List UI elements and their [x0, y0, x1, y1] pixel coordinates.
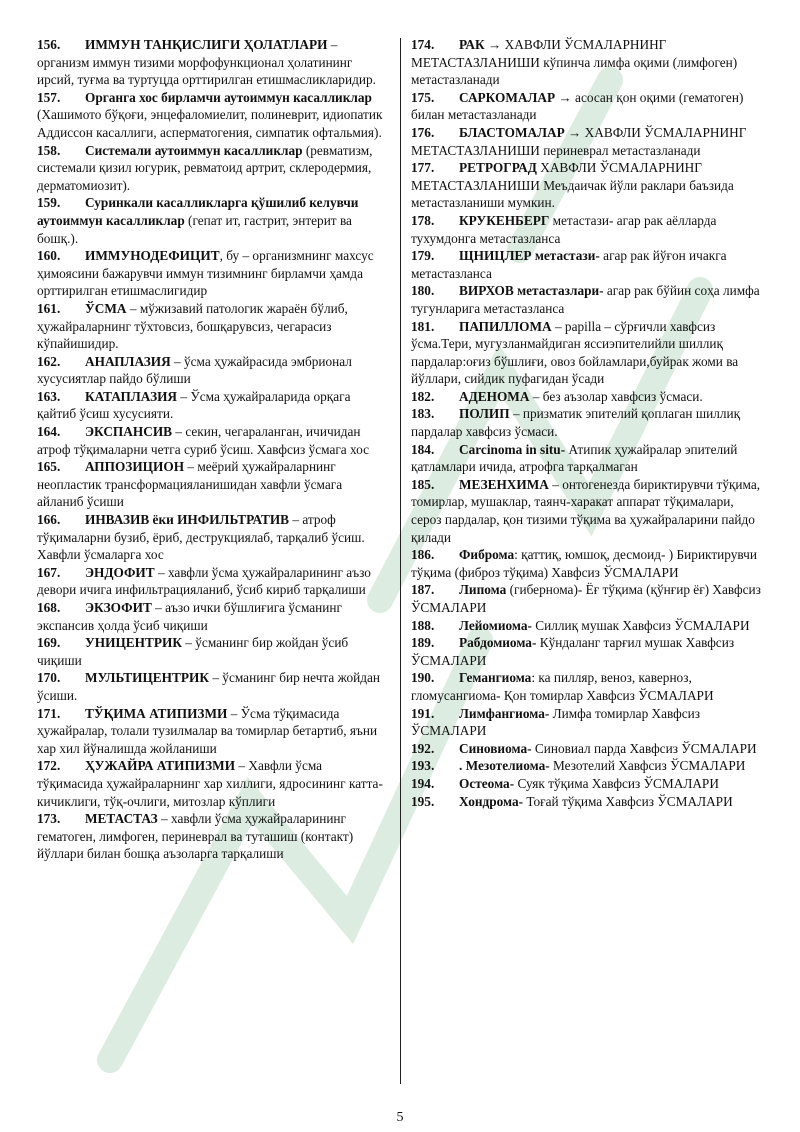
glossary-entry — [411, 388, 763, 406]
right-column — [411, 36, 763, 810]
glossary-entry — [411, 669, 763, 704]
glossary-entry — [37, 511, 389, 564]
entry-definition: – хавфли ўсма ҳужайраларининг гематоген, лимфоген, периневрал ва туташиш (контакт) йўллари билан бошқа аъзоларга тарқалиши — [37, 811, 354, 862]
glossary-entry — [411, 757, 763, 775]
glossary-entry — [411, 617, 763, 635]
entry-term: Липома — [459, 582, 507, 598]
glossary-entry — [37, 247, 389, 300]
glossary-entry — [37, 810, 389, 863]
glossary-entry — [411, 775, 763, 793]
entry-number: 192. — [411, 740, 435, 756]
entry-number: 188. — [411, 617, 435, 633]
column-divider — [400, 38, 401, 1084]
entry-number: 175. — [411, 89, 435, 105]
entry-term: МЕТАСТАЗ — [85, 811, 158, 827]
entry-term: ТЎҚИМА АТИПИЗМИ — [85, 705, 228, 721]
entry-definition: (Хашимото бўқоғи, энцефаломиелит, полиневрит, идиопатик Аддиссон касаллиги, асперматогения, симпатик офтальмия). — [37, 107, 383, 140]
glossary-entry — [37, 669, 389, 704]
entry-term: Хондрома- — [459, 793, 524, 809]
entry-term: Системали аутоиммун касалликлар — [85, 142, 303, 158]
entry-definition: Суяк тўқима Хавфсиз ЎСМАЛАРИ — [514, 775, 719, 791]
entry-definition: Тоғай тўқима Хавфсиз ЎСМАЛАРИ — [523, 793, 733, 809]
entry-number: 193. — [411, 758, 435, 774]
entry-number: 172. — [37, 758, 61, 774]
entry-definition: – призматик эпителий қоплаган шиллиқ пардалар хавфсиз ўсмаси. — [411, 406, 741, 440]
entry-definition: → ХАВФЛИ ЎСМАЛАРНИНГ МЕТАСТАЗЛАНИШИ кўпинча лимфа оқими (лимфоген) метастазланади — [411, 37, 738, 88]
entry-definition: – аъзо ички бўшлиғига ўсманинг экспансив ҳолда ўсиб чиқиши — [37, 600, 342, 633]
entry-number: 174. — [411, 37, 435, 52]
entry-definition: , бу – организмнинг махсус ҳимоясини бажарувчи иммун тизимнинг бирламчи ҳамда орттирилган етишмаслигидир — [37, 248, 374, 299]
entry-definition: – меёрий ҳужайраларнинг неопластик трансформацияланишидан хавфли ўсмага айланиб ўсиши — [37, 459, 343, 510]
glossary-entry — [411, 634, 763, 669]
entry-term: ИММУН ТАНҚИСЛИГИ ҲОЛАТЛАРИ — [85, 37, 328, 52]
entry-number: 165. — [37, 459, 61, 475]
entry-definition: Синовиал парда Хавфсиз ЎСМАЛАРИ — [531, 740, 757, 756]
entry-number: 190. — [411, 670, 435, 686]
glossary-entry — [411, 247, 763, 282]
entry-definition: Атипик ҳужайралар эпителий қатламлари ичида, атрофга тарқалмаган — [411, 441, 738, 475]
entry-term: МЕЗЕНХИМА — [459, 476, 549, 492]
entry-number: 159. — [37, 195, 61, 211]
entry-term: РЕТРОГРАД — [459, 160, 537, 176]
glossary-entry — [411, 581, 763, 616]
entry-definition: → асосан қон оқими (гематоген) билан метастазланади — [411, 89, 744, 123]
glossary-entry — [37, 353, 389, 388]
glossary-entry — [411, 89, 763, 124]
entry-number: 179. — [411, 248, 435, 264]
entry-term: Остеома- — [459, 775, 515, 791]
entry-number: 182. — [411, 388, 435, 404]
entry-number: 166. — [37, 512, 61, 528]
entry-term: БЛАСТОМАЛАР — [459, 124, 565, 140]
entry-number: 187. — [411, 582, 435, 598]
entry-definition: метастази- агар рак аёлларда тухумдонга метастазланса — [411, 212, 717, 246]
entry-term: ЎСМА — [85, 300, 127, 316]
entry-term: . Мезотелиома- — [459, 758, 550, 774]
entry-number: 194. — [411, 775, 435, 791]
glossary-entry — [37, 757, 389, 810]
entry-definition: (гибернома)- Ёғ тўқима (қўнғир ёғ) Хавфсиз ЎСМАЛАРИ — [411, 582, 761, 615]
entry-definition: – онтогенезда бириктирувчи тўқима, томирлар, мушаклар, таянч-харакат аппарат тўқималари, сероз пардалар, қон тизими тўқима ва ҳужайраларини пайдо қилади — [411, 476, 761, 545]
entry-number: 162. — [37, 353, 61, 369]
entry-definition: ХАВФЛИ ЎСМАЛАРНИНГ МЕТАСТАЗЛАНИШИ Меъдаичак йўли раклари баъзида метастазланиши мумкин. — [411, 160, 734, 211]
entry-term: МУЛЬТИЦЕНТРИК — [85, 670, 209, 686]
entry-term: САРКОМАЛАР — [459, 89, 556, 105]
entry-term: АНАПЛАЗИЯ — [85, 353, 171, 369]
entry-number: 184. — [411, 441, 435, 457]
entry-number: 176. — [411, 124, 435, 140]
glossary-entry — [411, 441, 763, 476]
glossary-entry — [37, 564, 389, 599]
entry-definition: – без аъзолар хавфсиз ўсмаси. — [529, 388, 703, 404]
glossary-entry — [37, 36, 389, 89]
entry-definition: – атроф тўқималарни бузиб, ёриб, деструкциялаб, тарқалиб ўсиш. Хавфли ўсмаларга хос — [37, 512, 365, 563]
entry-definition: Лимфа томирлар Хавфсиз ЎСМАЛАРИ — [411, 705, 701, 739]
entry-number: 167. — [37, 564, 61, 580]
glossary-entry — [411, 212, 763, 247]
glossary-entry — [411, 124, 763, 159]
entry-definition: : ка пилляр, веноз, каверноз, гломусангиома- Қон томирлар Хавфсиз ЎСМАЛАРИ — [411, 670, 714, 703]
entry-definition: – papilla – сўрғичли хавфсиз ўсма.Тери, мугузланмайдиган яссиэпителийли шиллиқ пардалар:оғиз бўшлиғи, овоз бойламлари,буйрак жоми ва йўллари, сийдик пуфагидан ўсади — [411, 318, 739, 387]
entry-number: 177. — [411, 160, 435, 176]
entry-term: ЭНДОФИТ — [85, 564, 155, 580]
entry-term: Лейомиома- — [459, 617, 532, 633]
entry-number: 183. — [411, 406, 435, 422]
glossary-entry — [37, 300, 389, 353]
entry-term: Гемангиома — [459, 670, 532, 686]
entry-definition: Силлиқ мушак Хавфсиз ЎСМАЛАРИ — [531, 617, 750, 633]
entry-term: ЭКСПАНСИВ — [85, 424, 173, 440]
entry-definition: – Ўсма ҳужайраларида орқага қайтиб ўсиш хусусияти. — [37, 388, 351, 422]
glossary-entry — [37, 388, 389, 423]
entry-number: 195. — [411, 793, 435, 809]
entry-number: 186. — [411, 547, 435, 563]
glossary-entry — [37, 705, 389, 758]
entry-number: 185. — [411, 476, 435, 492]
entry-number: 170. — [37, 670, 61, 686]
entry-number: 164. — [37, 424, 61, 440]
entry-definition: Мезотелий Хавфсиз ЎСМАЛАРИ — [549, 758, 746, 774]
entry-term: РАК — [459, 37, 485, 52]
entry-term: Carcinoma in situ- — [459, 441, 566, 457]
entry-definition: – Хавфли ўсма тўқимасида ҳужайраларнинг хар хиллиги, ядросининг катта-кичиклиги, тўқ-очлиги, митозлар кўплиги — [37, 758, 383, 809]
glossary-entry — [37, 458, 389, 511]
entry-term: ЭКЗОФИТ — [85, 600, 152, 615]
glossary-entry — [411, 476, 763, 546]
entry-term: ИММУНОДЕФИЦИТ — [85, 248, 220, 264]
entry-term: ИНВАЗИВ ёки ИНФИЛЬТРАТИВ — [85, 512, 290, 528]
entry-term: ВИРХОВ метастазлари- — [459, 283, 604, 299]
entry-definition: (гепат ит, гастрит, энтерит ва бошқ.). — [37, 212, 352, 246]
entry-term: Синовиома- — [459, 740, 532, 756]
entry-number: 171. — [37, 705, 61, 721]
glossary-entry — [411, 36, 763, 89]
entry-definition: – ўсманинг бир нечта жойдан ўсиши. — [37, 670, 381, 703]
glossary-entry — [411, 405, 763, 440]
glossary-entry — [411, 159, 763, 212]
entry-number: 161. — [37, 300, 61, 316]
entry-number: 181. — [411, 318, 435, 334]
entry-definition: – хавфли ўсма ҳужайраларининг аъзо девори ичига инфильтрацияланиб, ўсиб кириб тарқалиши — [37, 564, 371, 598]
entry-number: 178. — [411, 212, 435, 228]
entry-number: 157. — [37, 89, 61, 105]
entry-term: КРУКЕНБЕРГ — [459, 212, 550, 228]
entry-definition: – секин, чегараланган, ичичидан атроф тўқималарни четга суриб ўсиш. Хавфсиз ўсмага хос — [37, 424, 370, 457]
entry-number: 168. — [37, 600, 61, 615]
entry-number: 169. — [37, 635, 61, 651]
entry-definition: агар рак йўғон ичакга метастазланса — [411, 248, 727, 281]
entry-term: УНИЦЕНТРИК — [85, 635, 182, 651]
glossary-entry — [37, 423, 389, 458]
entry-definition: – Ўсма тўқимасида ҳужайралар, толали тузилмалар ва томирлар бетартиб, яъни хар хил йўналишда жойланиши — [37, 705, 378, 756]
glossary-entry — [411, 793, 763, 811]
entry-number: 173. — [37, 811, 61, 827]
entry-definition: → ХАВФЛИ ЎСМАЛАРНИНГ МЕТАСТАЗЛАНИШИ периневрал метастазланади — [411, 124, 747, 158]
page-number: 5 — [396, 1110, 404, 1125]
entry-term: Рабдомиома- — [459, 635, 537, 651]
entry-definition: – ўсма ҳужайрасида эмбрионал хусусиятлар пайдо бўлиши — [37, 353, 352, 387]
entry-definition: – ўсманинг бир жойдан ўсиб чиқиши — [37, 635, 349, 668]
entry-term: Лимфангиома- — [459, 705, 550, 721]
entry-number: 158. — [37, 142, 61, 158]
entry-definition: (ревматизм, системали қизил югурик, ревматоид артрит, склеродермия, дерматомиозит). — [37, 142, 373, 193]
entry-definition: – мўжизавий патологик жараён бўлиб, ҳужайраларнинг тўхтовсиз, бошқарувсиз, чегарасиз кўпайишидир. — [37, 300, 348, 352]
entry-number: 163. — [37, 388, 61, 404]
entry-definition: агар рак бўйин соҳа лимфа тугунларига метастазланса — [411, 283, 760, 316]
glossary-entry — [411, 282, 763, 317]
entry-term: ПАПИЛЛОМА — [459, 318, 552, 334]
entry-term: ҲУЖАЙРА АТИПИЗМИ — [85, 758, 236, 774]
entry-definition: Кўндаланг тарғил мушак Хавфсиз ЎСМАЛАРИ — [411, 635, 735, 668]
entry-number: 189. — [411, 635, 435, 651]
entry-term: ПОЛИП — [459, 406, 510, 422]
entry-term: ЩНИЦЛЕР метастази- — [459, 248, 600, 264]
glossary-entry — [411, 705, 763, 740]
entry-term: АДЕНОМА — [459, 388, 530, 404]
entry-definition: – организм иммун тизими морфофункционал ҳолатининг ирсий, туғма ва туртуцда орттирилган етишмасликларидир. — [37, 37, 376, 88]
left-column — [37, 36, 389, 863]
glossary-entry — [37, 194, 389, 247]
glossary-entry — [37, 142, 389, 195]
glossary-entry — [411, 318, 763, 388]
entry-term: КАТАПЛАЗИЯ — [85, 388, 178, 404]
entry-definition: : қаттиқ, юмшоқ, десмоид- ) Бириктирувчи тўқима (фиброз тўқима) Хавфсиз ЎСМАЛАРИ — [411, 547, 757, 580]
entry-term: АППОЗИЦИОН — [85, 459, 185, 475]
glossary-entry — [37, 89, 389, 142]
glossary-entry — [411, 740, 763, 758]
entry-term: Фиброма — [459, 547, 515, 563]
entry-number: 191. — [411, 705, 435, 721]
entry-term: Органга хос бирламчи аутоиммун касалликлар — [85, 89, 372, 105]
entry-number: 156. — [37, 37, 61, 52]
entry-number: 160. — [37, 248, 61, 264]
entry-number: 180. — [411, 283, 435, 299]
glossary-entry — [37, 634, 389, 669]
glossary-entry — [37, 599, 389, 634]
glossary-entry — [411, 546, 763, 581]
entry-term: Суринкали касалликларга қўшилиб келувчи аутоиммун касалликлар — [37, 195, 359, 228]
